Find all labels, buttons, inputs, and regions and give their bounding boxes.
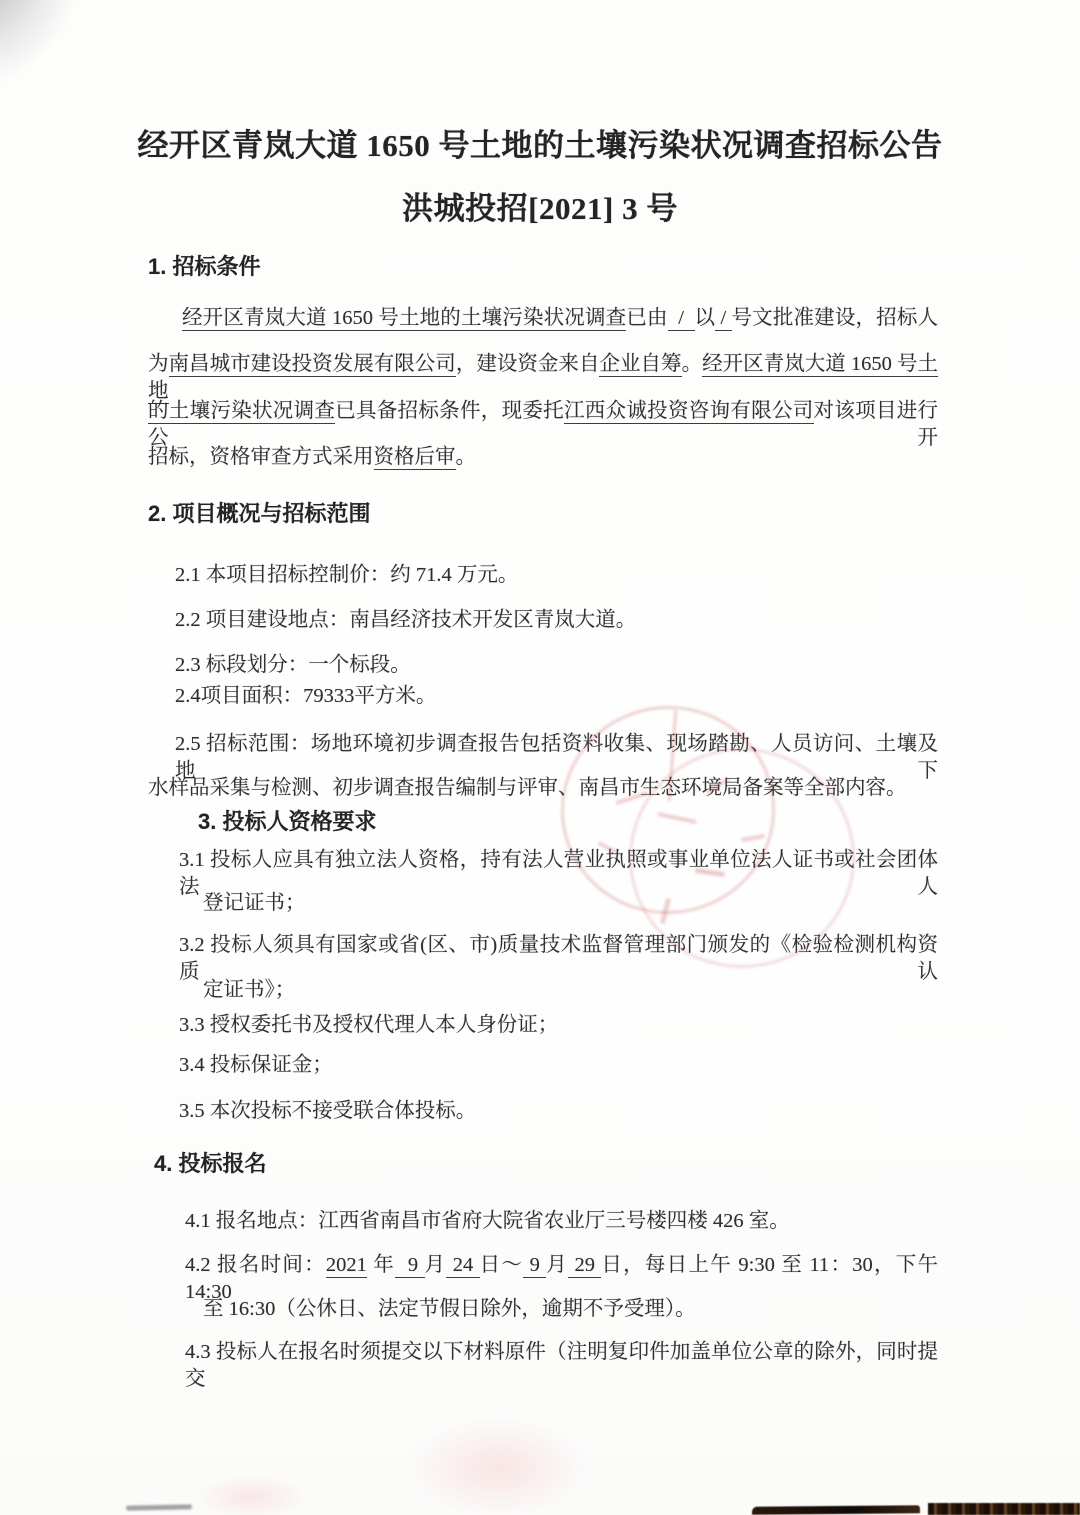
clause-2-3: 2.3 标段划分：一个标段。 [175, 654, 411, 676]
clause-2-1: 2.1 本项目招标控制价：约 71.4 万元。 [175, 564, 519, 586]
underlined-project-name: 的土壤污染状况调查 [148, 400, 336, 422]
clause-4-1: 4.1 报名地点：江西省南昌市省府大院省农业厅三号楼四楼 426 室。 [185, 1210, 790, 1232]
clause-3-5: 3.5 本次投标不接受联合体投标。 [179, 1100, 477, 1122]
clause-3-1-line-2: 登记证书； [203, 892, 306, 914]
section-1-paragraph-line-2 [148, 351, 938, 405]
clause-3-4: 3.4 投标保证金； [179, 1054, 333, 1076]
text-segment: 日，每日上午 9:30 至 11：30，下午 14:30 [185, 1254, 944, 1304]
scan-edge-artifact [928, 1503, 1080, 1515]
underlined-day: 24 [446, 1254, 480, 1276]
clause-2-4: 2.4项目面积：79333平方米。 [175, 685, 437, 707]
clause-3-2-line-2: 定证书》； [203, 979, 296, 1001]
text-segment: 已具备招标条件，现委托 [335, 400, 564, 422]
underlined-funding-source: 企业自筹 [599, 353, 682, 375]
seal-mark [741, 834, 765, 842]
clause-3-2-line-1: 3.2 投标人须具有国家或省(区、市)质量技术监督管理部门颁发的《检验检测机构资质认 [179, 934, 938, 984]
scan-edge-artifact [752, 1505, 920, 1514]
seal-mark [660, 898, 671, 924]
scan-smudge [126, 1504, 192, 1510]
text-segment: 对该项目进行公开 [148, 400, 939, 450]
clause-2-5-line-1: 2.5 招标范围：场地环境初步调查报告包括资料收集、现场踏勘、人员访问、土壤及地下 [175, 733, 938, 783]
underlined-bidder-name: 南昌城市建设投资发展有限公司 [168, 353, 456, 375]
scan-pink-blotch [196, 1474, 306, 1515]
text-segment: 月 [546, 1254, 569, 1276]
section-1-paragraph-line-4 [148, 444, 476, 471]
clause-3-1-line-1: 3.1 投标人应具有独立法人资格，持有法人营业执照或事业单位法人证书或社会团体法人 [179, 849, 938, 899]
document-number: 洪城投招[2021] 3 号 [402, 191, 678, 226]
clause-2-5-line-2: 水样品采集与检测、初步调查报告编制与评审、南昌市生态环境局备案等全部内容。 [148, 777, 907, 799]
section-1-heading: 1. 招标条件 [148, 254, 261, 279]
text-segment: 年 [366, 1254, 396, 1276]
text-segment: ，建设资金来自 [455, 353, 600, 375]
underlined-year: 2021 [325, 1254, 367, 1276]
text-segment: 月 [424, 1254, 447, 1276]
text-segment: 已由 [626, 307, 668, 329]
underlined-review-method: 资格后审 [373, 446, 456, 468]
underlined-project-name: 经开区青岚大道 1650 号土地的土壤污染状况调查 [182, 307, 627, 329]
underlined-month: 9 [395, 1254, 425, 1276]
clause-4-2-line-2: 至 16:30（公休日、法定节假日除外，逾期不予受理）。 [203, 1298, 696, 1320]
section-2-heading: 2. 项目概况与招标范围 [148, 501, 371, 526]
underlined-agency-name: 江西众诚投资咨询有限公司 [563, 400, 814, 422]
seal-mark [657, 812, 697, 824]
clause-4-3: 4.3 投标人在报名时须提交以下材料原件（注明复印件加盖单位公章的除外，同时提交 [185, 1341, 938, 1391]
text-segment: 。 [681, 353, 703, 375]
underlined-project-name: 经开区青岚大道 1650 号土地 [148, 353, 939, 403]
text-segment: 4.2 报名时间： [185, 1254, 326, 1276]
section-1-paragraph-line-1 [182, 305, 938, 332]
underlined-blank-slash: / [667, 307, 695, 329]
text-segment: 日～ [479, 1254, 524, 1276]
text-segment: 为 [148, 353, 169, 375]
text-segment: 。 [455, 446, 476, 468]
text-segment: 招标，资格审查方式采用 [148, 446, 374, 468]
section-4-heading: 4. 投标报名 [154, 1151, 267, 1176]
clause-3-3: 3.3 授权委托书及授权代理人本人身份证； [179, 1014, 559, 1036]
scan-pink-blotch [408, 1418, 588, 1515]
clause-2-2: 2.2 项目建设地点：南昌经济技术开发区青岚大道。 [175, 609, 637, 631]
underlined-blank-slash: / [715, 307, 732, 329]
text-segment: 号文批准建设，招标人 [731, 307, 939, 329]
underlined-month: 9 [523, 1254, 547, 1276]
text-segment: 以 [694, 307, 716, 329]
underlined-day: 29 [568, 1254, 602, 1276]
document-title: 经开区青岚大道 1650 号土地的土壤污染状况调查招标公告 [137, 128, 943, 163]
section-3-heading: 3. 投标人资格要求 [198, 809, 377, 834]
